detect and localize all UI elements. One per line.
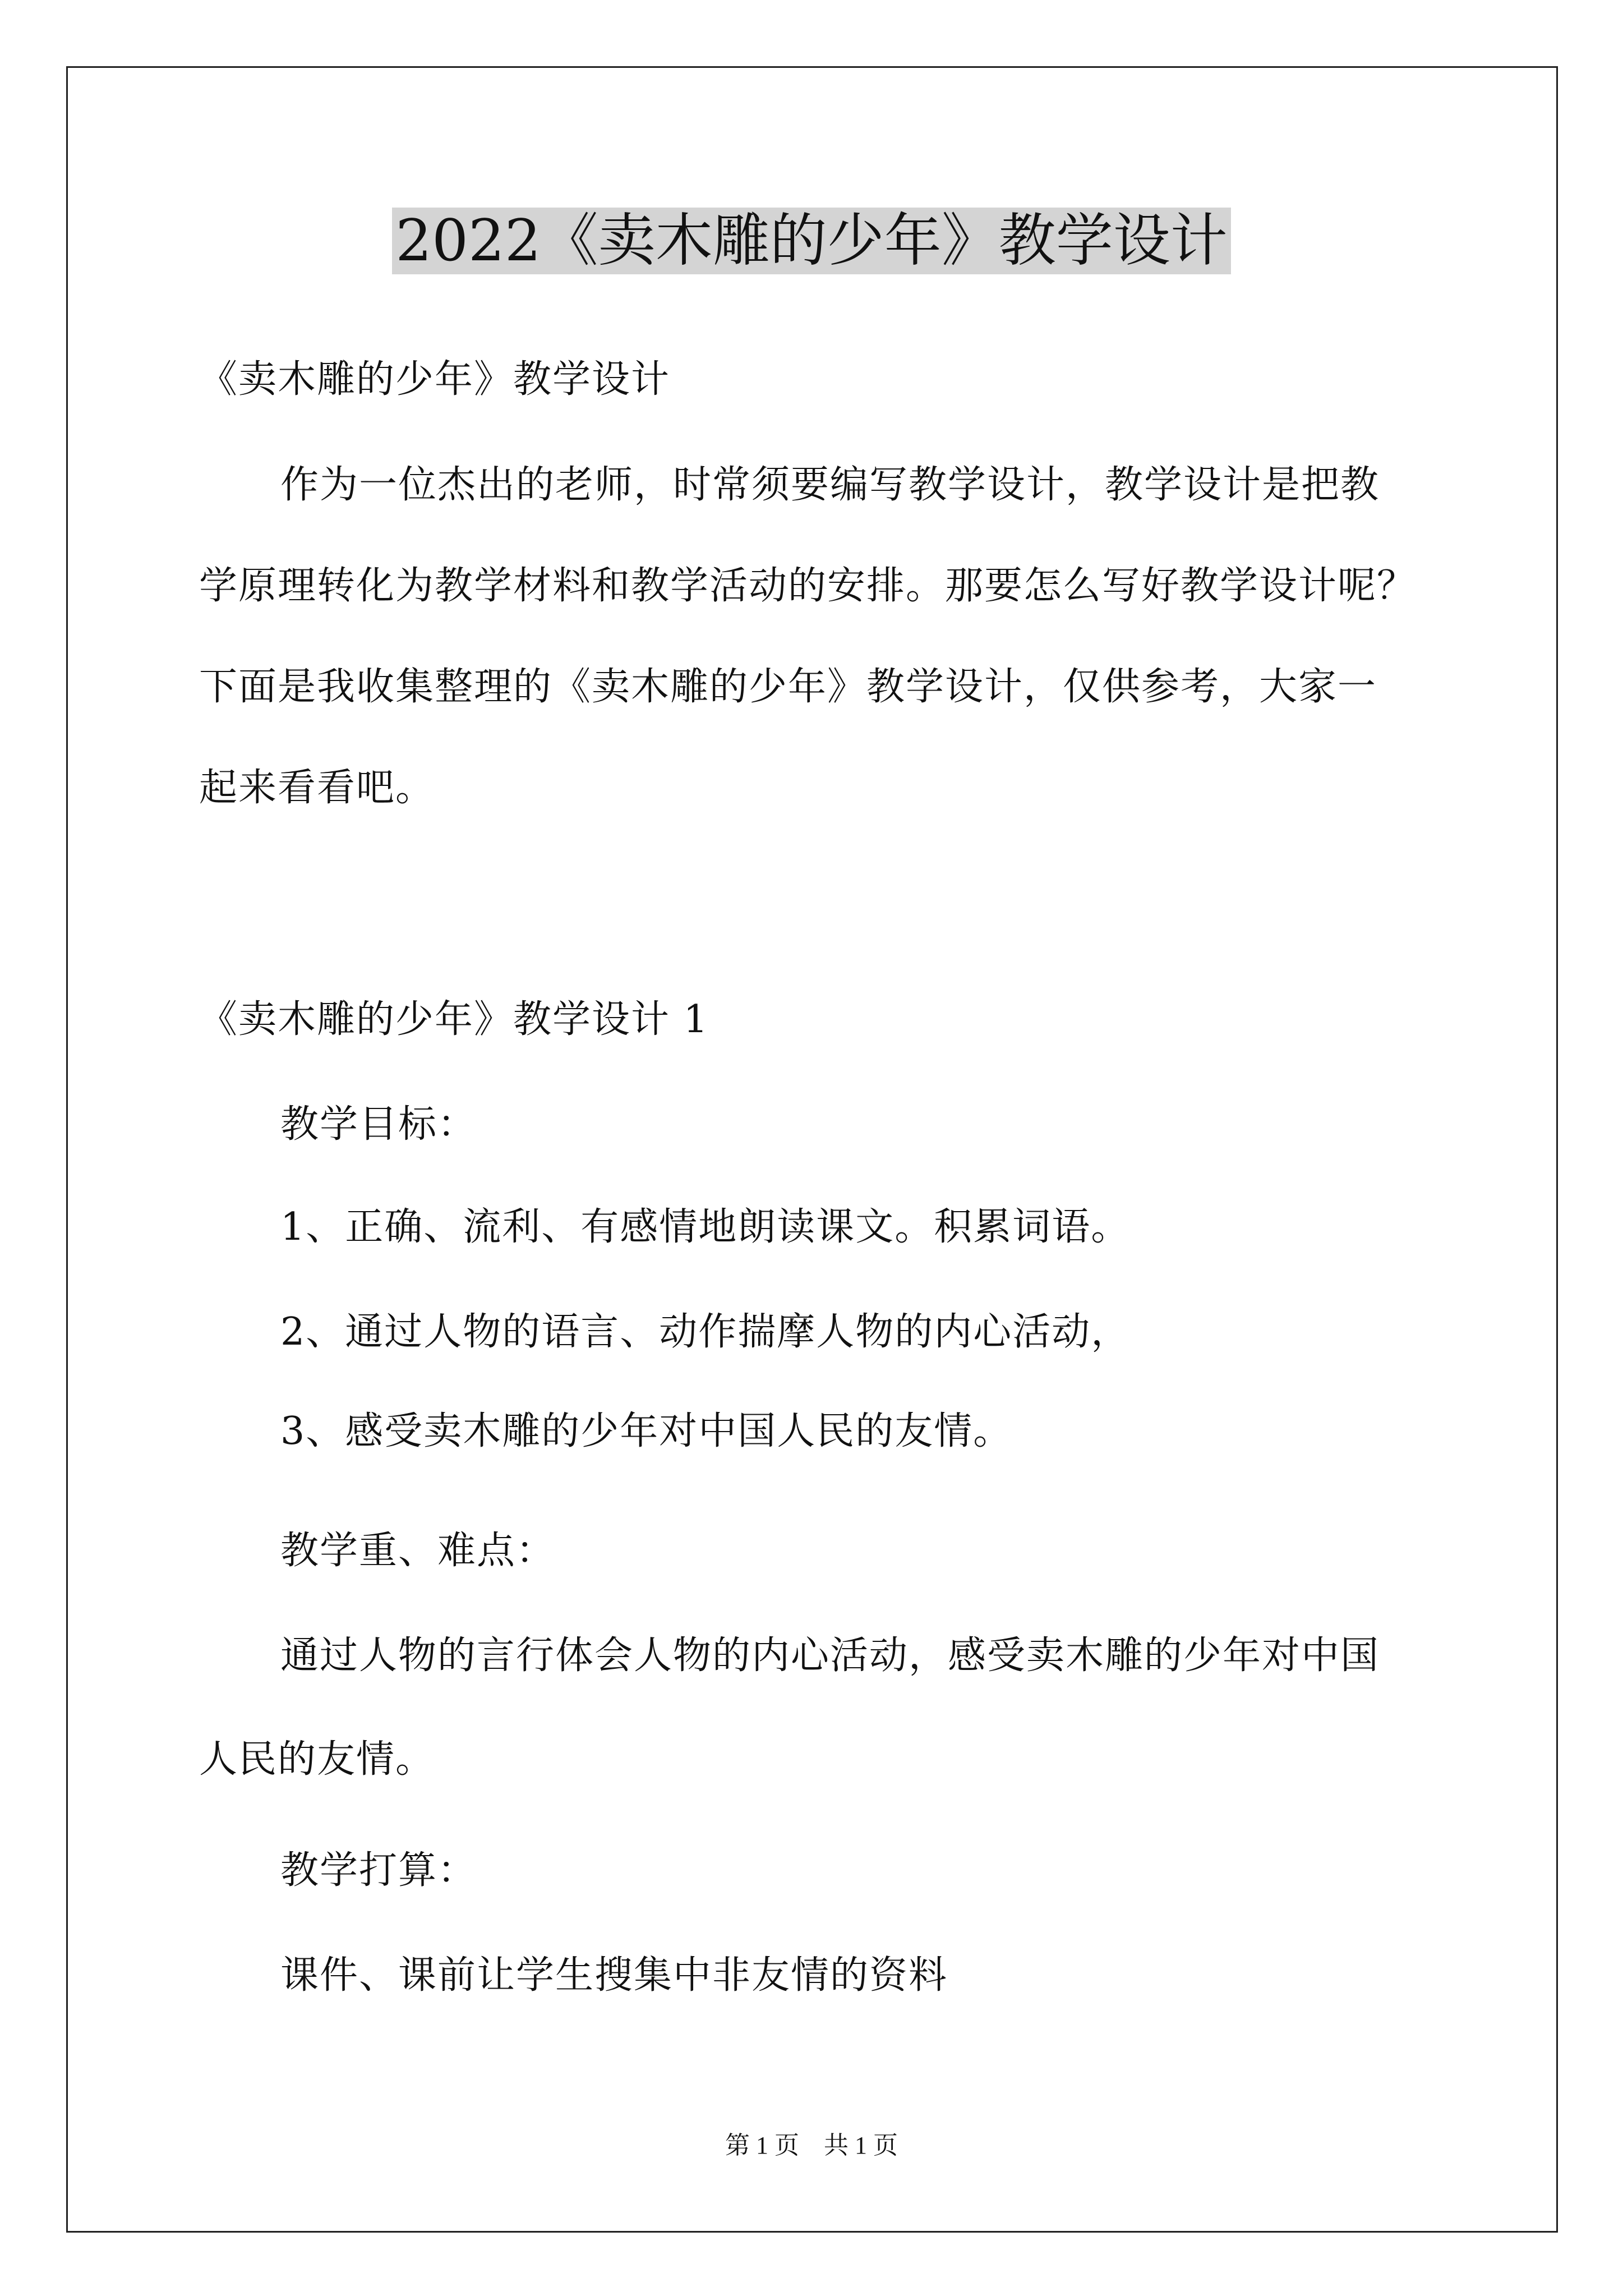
page-footer: 第 1 页 共 1 页	[725, 2132, 898, 2159]
goals-label: 教学目标：	[280, 1102, 477, 1147]
goal-item-3: 3、感受卖木雕的少年对中国人民的友情。	[280, 1409, 1013, 1453]
keypoints-line-1: 通过人物的言行体会人物的内心活动，感受卖木雕的少年对中国	[280, 1634, 1380, 1678]
keypoints-line-2: 人民的友情。	[199, 1737, 435, 1782]
section-heading: 《卖木雕的少年》教学设计 1	[199, 997, 709, 1042]
goal-item-1: 1、正确、流利、有感情地朗读课文。积累词语。	[280, 1205, 1131, 1249]
subtitle: 《卖木雕的少年》教学设计	[199, 357, 671, 402]
prep-text: 课件、课前让学生搜集中非友情的资料	[280, 1953, 948, 1998]
keypoints-label: 教学重、难点：	[280, 1529, 556, 1573]
intro-line-4: 起来看看吧。	[199, 766, 435, 810]
title-text: 2022《卖木雕的少年》教学设计	[392, 208, 1231, 274]
intro-line-1: 作为一位杰出的老师，时常须要编写教学设计，教学设计是把教	[280, 463, 1380, 507]
prep-label: 教学打算：	[280, 1848, 477, 1893]
document-title	[0, 202, 1623, 280]
intro-line-2: 学原理转化为教学材料和教学活动的安排。那要怎么写好教学设计呢？	[199, 564, 1417, 608]
intro-line-3: 下面是我收集整理的《卖木雕的少年》教学设计，仅供参考，大家一	[199, 665, 1377, 709]
goal-item-2: 2、通过人物的语言、动作揣摩人物的内心活动，	[280, 1310, 1131, 1354]
